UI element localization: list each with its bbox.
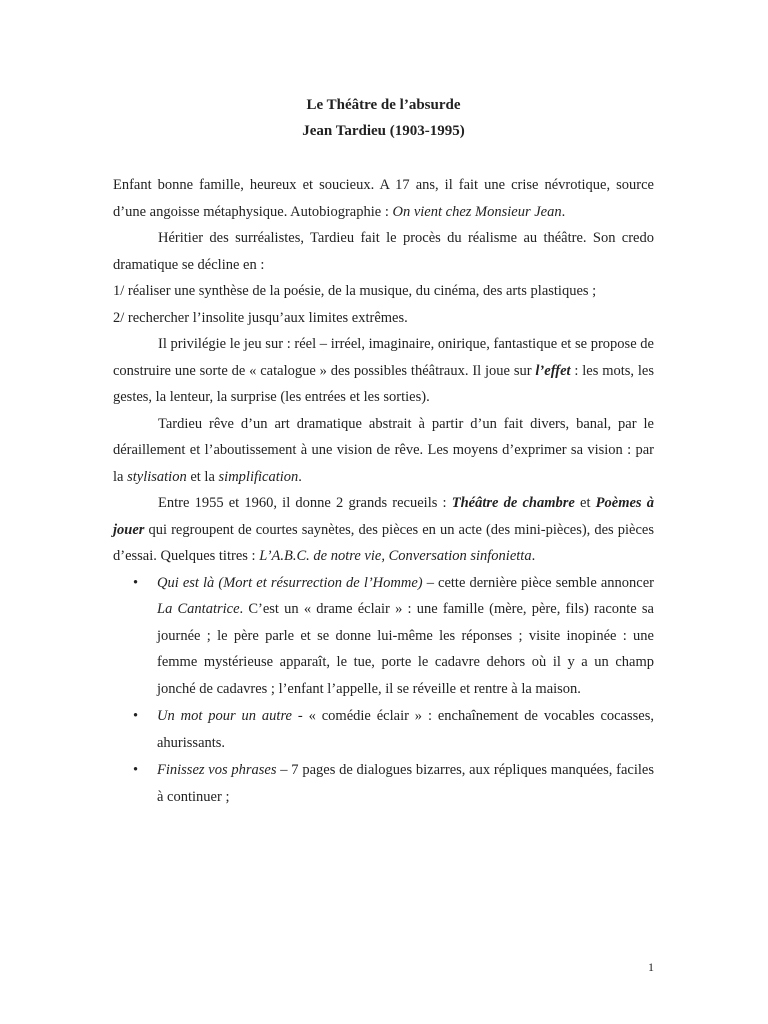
document-page xyxy=(113,92,654,811)
paragraph-jeu: Il privilégie le jeu sur : réel – irréel, imaginaire, onirique, fantastique et se propose de construire une sorte de « catalogue » des possibles théâtraux. Il joue sur l’effet : les mots, les gestes, la lenteur, la surprise (les entrées et les sorties). xyxy=(113,336,654,405)
paragraph-art-dramatique: Tardieu rêve d’un art dramatique abstrait à partir d’un fait divers, banal, par le déraillement et l’aboutissement à une vision de rêve. Les moyens d’exprimer sa vision : par la stylisation et la simplification. xyxy=(113,415,654,485)
paragraph-heritage: Héritier des surréalistes, Tardieu fait le procès du réalisme au théâtre. Son credo dramatique se décline en : xyxy=(113,230,654,273)
list-item: • Qui est là (Mort et résurrection de l’Homme) – cette dernière pièce semble annoncer La Cantatrice. C’est un « drame éclair » : une famille (mère, père, fils) raconte sa journée ; le père parle et se donne lui-même les réponses ; visite inopinée : une femme mystérieuse apparaît, le tue, porte le cadavre dehors où il y a un champ jonché de cadavres ; l’enfant l’appelle, il se réveille et rentre à la maison. xyxy=(113,570,654,703)
bullet-icon: • xyxy=(133,708,139,724)
bullet-icon: • xyxy=(133,574,139,591)
paragraph-point-1: 1/ réaliser une synthèse de la poésie, de la musique, du cinéma, des arts plastiques ; xyxy=(113,283,597,299)
list-item: • Un mot pour un autre - « comédie éclair » : enchaînement de vocables cocasses, ahurissants. xyxy=(113,703,654,756)
paragraph-intro: Enfant bonne famille, heureux et soucieux. A 17 ans, il fait une crise névrotique, source d’une angoisse métaphysique. Autobiographie : On vient chez Monsieur Jean. xyxy=(113,177,654,220)
page-number: 1 xyxy=(648,960,654,974)
title-line-1: Le Théâtre de l’absurde xyxy=(306,97,461,113)
titles-list xyxy=(113,570,654,811)
document-title xyxy=(113,92,654,144)
paragraph-point-2: 2/ rechercher l’insolite jusqu’aux limites extrêmes. xyxy=(113,309,408,326)
title-line-2: Jean Tardieu (1903-1995) xyxy=(302,123,465,139)
list-item: • Finissez vos phrases – 7 pages de dialogues bizarres, aux répliques manquées, faciles à continuer ; xyxy=(113,757,654,810)
paragraph-recueils: Entre 1955 et 1960, il donne 2 grands recueils : Théâtre de chambre et Poèmes à jouer qui regroupent de courtes saynètes, des pièces en un acte (des mini-pièces), des pièces d’essai. Quelques titres : L’A.B.C. de notre vie, Conversation sinfonietta. xyxy=(113,495,654,564)
bullet-icon: • xyxy=(133,762,139,778)
